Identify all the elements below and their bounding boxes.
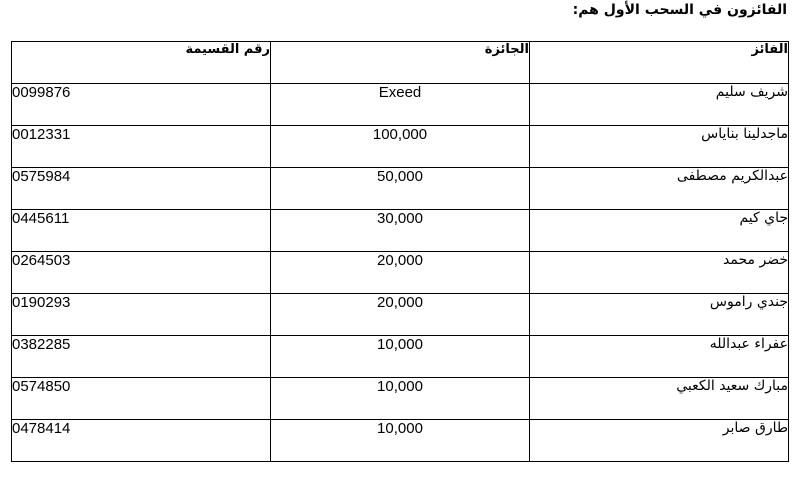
table-row — [12, 168, 789, 210]
ticket-number-cell: 0478414 — [12, 420, 271, 462]
prize-cell: 100,000 — [271, 126, 530, 168]
table-row — [12, 126, 789, 168]
winner-name-cell: جندي راموس — [530, 294, 789, 336]
winner-name-cell: خضر محمد — [530, 252, 789, 294]
winner-name-cell: عفراء عبدالله — [530, 336, 789, 378]
ticket-number-cell: 0190293 — [12, 294, 271, 336]
header-ticket-label: رقم القسيمة — [185, 42, 270, 57]
ticket-number-cell: 0574850 — [12, 378, 271, 420]
page-title: الفائزون في السحب الأول هم: — [572, 2, 787, 18]
winner-name-cell: ماجدلينا بناياس — [530, 126, 789, 168]
table-header-row — [12, 42, 789, 84]
table-row — [12, 84, 789, 126]
winner-name-cell: عبدالكريم مصطفى — [530, 168, 789, 210]
prize-cell: 10,000 — [271, 420, 530, 462]
table-row — [12, 420, 789, 462]
ticket-number-cell: 0264503 — [12, 252, 271, 294]
prize-cell: 20,000 — [271, 294, 530, 336]
table-row — [12, 378, 789, 420]
table-row — [12, 210, 789, 252]
prize-cell: 10,000 — [271, 378, 530, 420]
ticket-number-cell: 0099876 — [12, 84, 271, 126]
table-row — [12, 336, 789, 378]
prize-cell: 30,000 — [271, 210, 530, 252]
table-row — [12, 252, 789, 294]
prize-cell: 50,000 — [271, 168, 530, 210]
ticket-number-cell: 0575984 — [12, 168, 271, 210]
ticket-number-cell: 0445611 — [12, 210, 271, 252]
prize-cell: 10,000 — [271, 336, 530, 378]
header-winner: الفائز — [530, 42, 789, 84]
ticket-number-cell: 0012331 — [12, 126, 271, 168]
winner-name-cell: جاي كيم — [530, 210, 789, 252]
winner-name-cell: مبارك سعيد الكعبي — [530, 378, 789, 420]
winner-name-cell: طارق صابر — [530, 420, 789, 462]
prize-cell: Exeed — [271, 84, 530, 126]
table-row — [12, 294, 789, 336]
header-ticket-number — [12, 42, 271, 84]
winners-table — [11, 41, 789, 462]
header-prize: الجائزة — [271, 42, 530, 84]
prize-cell: 20,000 — [271, 252, 530, 294]
winner-name-cell: شريف سليم — [530, 84, 789, 126]
ticket-number-cell: 0382285 — [12, 336, 271, 378]
